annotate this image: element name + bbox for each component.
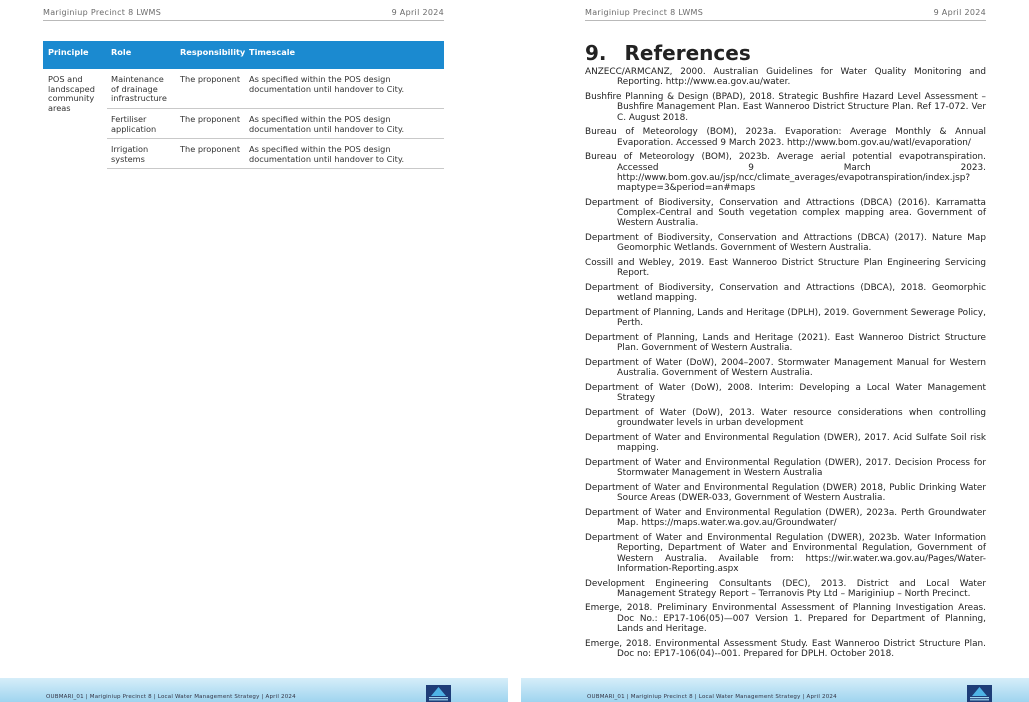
- table-row: [107, 109, 444, 139]
- table-header: [43, 41, 444, 69]
- reference-item: Emerge, 2018. Preliminary Environmental Assessment of Planning Investigation Areas. Doc No.: EP17-106(05)—007 Version 1. Prepared for Department of Planning, Lands and Heritage.: [585, 603, 986, 635]
- reference-list: [585, 67, 986, 664]
- reference-item: Department of Planning, Lands and Heritage (DPLH), 2019. Government Sewerage Policy, Perth.: [585, 308, 986, 329]
- timescale-cell: As specified within the POS design documentation until handover to City.: [249, 114, 405, 134]
- reference-item: Department of Planning, Lands and Heritage (2021). East Wanneroo District Structure Plan. Government of Western Australia.: [585, 333, 986, 354]
- header-date: 9 April 2024: [391, 8, 444, 17]
- page-right: [521, 0, 1029, 702]
- role-cell: Maintenance of drainage infrastructure: [111, 74, 167, 103]
- footer-text: OUBMARI_01 | Mariginiup Precinct 8 | Local Water Management Strategy | April 2024: [46, 694, 296, 700]
- responsibility-cell: The proponent: [180, 144, 241, 154]
- reference-item: Development Engineering Consultants (DEC), 2013. District and Local Water Management Strategy Report – Terranovis Pty Ltd – Mariginiup – North Precinct.: [585, 578, 986, 599]
- timescale-cell: As specified within the POS design documentation until handover to City.: [249, 74, 405, 94]
- reference-item: Cossill and Webley, 2019. East Wanneroo District Structure Plan Engineering Servicing Report.: [585, 258, 986, 279]
- reference-item: ANZECC/ARMCANZ, 2000. Australian Guidelines for Water Quality Monitoring and Reporting. http://www.ea.gov.au/water.: [585, 67, 986, 88]
- reference-item: Department of Biodiversity, Conservation and Attractions (DBCA), 2018. Geomorphic wetland mapping.: [585, 283, 986, 304]
- reference-item: Bushfire Planning & Design (BPAD), 2018. Strategic Bushfire Hazard Level Assessment – Bushfire Management Plan. East Wanneroo District Structure Plan. Ref 17-072. Ver C. August 2018.: [585, 91, 986, 123]
- page-header: [43, 8, 444, 21]
- section-title: References: [624, 41, 751, 65]
- responsibility-cell: The proponent: [180, 114, 241, 124]
- reference-item: Emerge, 2018. Environmental Assessment Study. East Wanneroo District Structure Plan. Doc no: EP17-106(04)--001. Prepared for DPLH. October 2018.: [585, 638, 986, 660]
- reference-item: Bureau of Meteorology (BOM), 2023b. Average aerial potential evapotranspiration. Accessed 9 March 2023. http://www.bom.gov.au/jsp/ncc/climate_averages/evapotranspiration/index.jsp?maptype=3&period=an#maps: [585, 152, 986, 194]
- header-doc-title: Mariginiup Precinct 8 LWMS: [43, 8, 162, 17]
- page-gutter: [508, 0, 521, 702]
- reference-item: Department of Water (DoW), 2008. Interim: Developing a Local Water Management Strategy: [585, 383, 986, 404]
- header-doc-title: Mariginiup Precinct 8 LWMS: [585, 8, 704, 17]
- col-header-role: Role: [111, 47, 132, 57]
- company-logo-icon: [426, 685, 451, 702]
- page-footer: [0, 678, 508, 702]
- col-header-timescale: Timescale: [249, 47, 296, 57]
- reference-item: Department of Water (DoW), 2004–2007. Stormwater Management Manual for Western Australia. Government of Western Australia.: [585, 358, 986, 379]
- reference-item: Department of Water and Environmental Regulation (DWER), 2023b. Water Information Reporting, Department of Water and Environmental Regulation, Government of Western Australia. Available from: https://wir.water.wa.gov.au/Pages/Water-Information-Reporting.aspx: [585, 532, 986, 574]
- reference-item: Department of Water and Environmental Regulation (DWER) 2018, Public Drinking Water Source Areas (DWER-033, Government of Western Australia.: [585, 482, 986, 504]
- role-cell: Fertiliser application: [111, 114, 157, 134]
- role-cell: Irrigation systems: [111, 144, 149, 164]
- section-number: 9.: [585, 41, 607, 65]
- section-heading: [585, 41, 751, 65]
- reference-item: Department of Water and Environmental Regulation (DWER), 2023a. Perth Groundwater Map. https://maps.water.wa.gov.au/Groundwater/: [585, 507, 986, 529]
- reference-item: Department of Biodiversity, Conservation and Attractions (DBCA) (2016). Karramatta Complex-Central and South vegetation complex mapping area. Government of Western Australia.: [585, 197, 986, 229]
- reference-item: Department of Water (DoW), 2013. Water resource considerations when controlling groundwater levels in urban development: [585, 408, 986, 429]
- reference-item: Department of Water and Environmental Regulation (DWER), 2017. Decision Process for Stormwater Management in Western Australia: [585, 457, 986, 479]
- header-date: 9 April 2024: [933, 8, 986, 17]
- col-header-responsibility: Responsibility: [180, 47, 246, 57]
- table-row: [107, 139, 444, 169]
- table-row: [107, 69, 444, 109]
- page-footer: [521, 678, 1029, 702]
- principle-cell: POS and landscaped community areas: [48, 74, 95, 113]
- reference-item: Department of Water and Environmental Regulation (DWER), 2017. Acid Sulfate Soil risk mapping.: [585, 432, 986, 454]
- responsibility-table: [43, 41, 444, 164]
- timescale-cell: As specified within the POS design documentation until handover to City.: [249, 144, 405, 164]
- page-header: [585, 8, 986, 21]
- reference-item: Bureau of Meteorology (BOM), 2023a. Evaporation: Average Monthly & Annual Evaporation. Accessed 9 March 2023. http://www.bom.gov.au/watl/evaporation/: [585, 127, 986, 148]
- responsibility-cell: The proponent: [180, 74, 241, 84]
- reference-item: Department of Biodiversity, Conservation and Attractions (DBCA) (2017). Nature Map Geomorphic Wetlands. Government of Western Australia.: [585, 233, 986, 254]
- table-body: [107, 69, 444, 169]
- company-logo-icon: [967, 685, 992, 702]
- col-header-principle: Principle: [48, 47, 89, 57]
- page-left: [0, 0, 508, 702]
- footer-text: OUBMARI_01 | Mariginiup Precinct 8 | Local Water Management Strategy | April 2024: [587, 694, 837, 700]
